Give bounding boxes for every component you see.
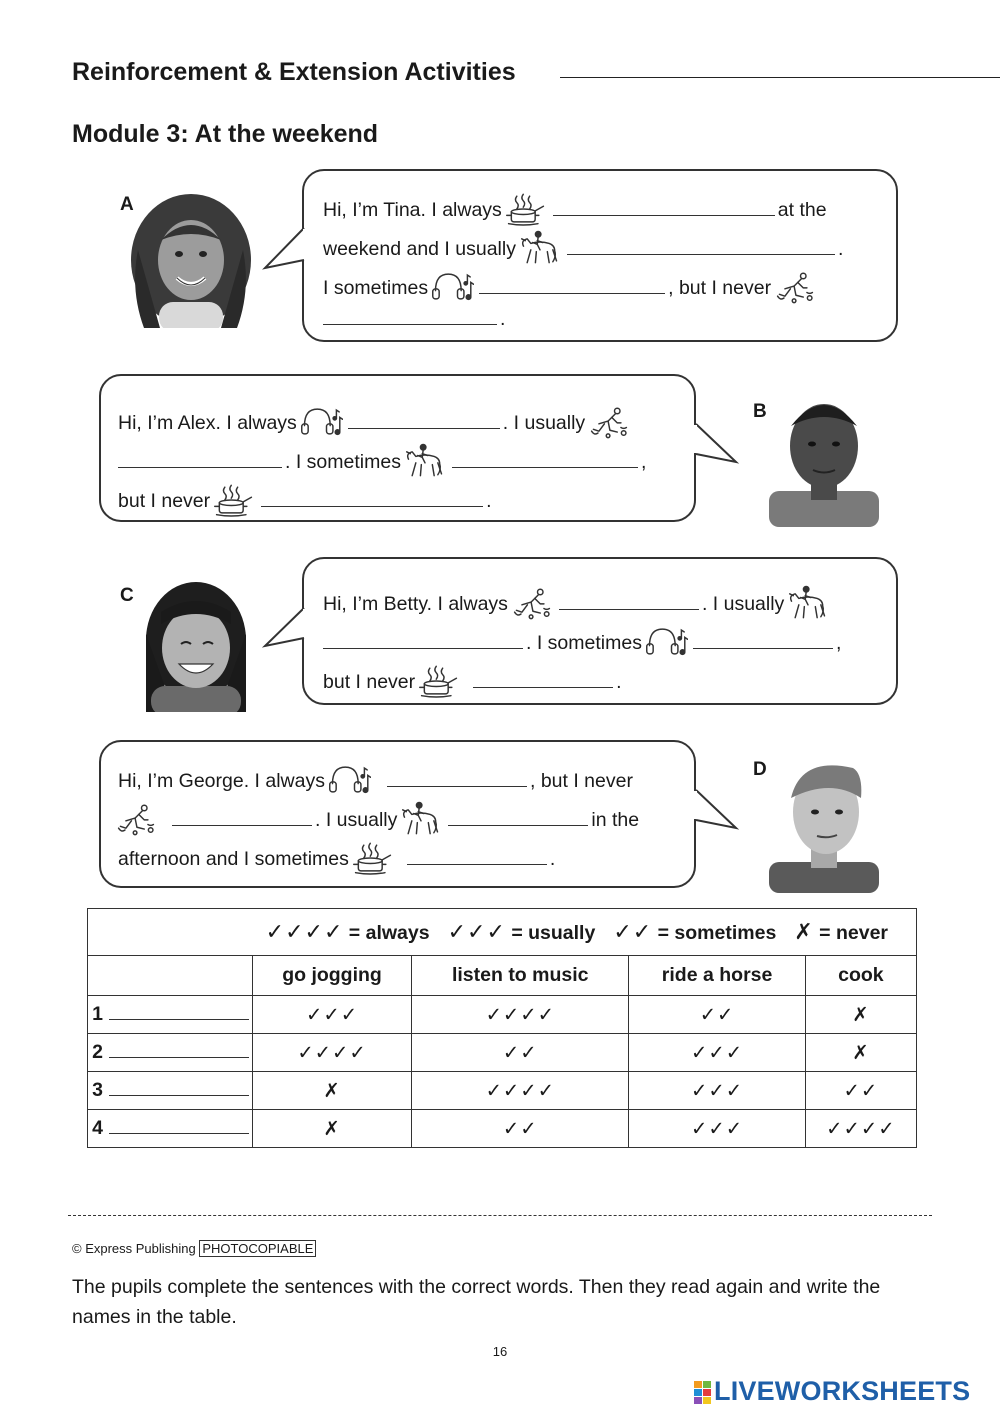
worksheet-title: Reinforcement & Extension Activities (72, 58, 516, 86)
table-cell: ✓✓✓✓ (412, 996, 629, 1034)
bubble-b-text: . I sometimes (285, 451, 401, 473)
bubble-d-text: , but I never (529, 770, 633, 792)
bubble-d-line-3 (118, 839, 555, 877)
horse-riding-icon (403, 442, 447, 480)
answer-blank[interactable] (407, 863, 547, 865)
label-c: C (120, 585, 134, 606)
bubble-c-text: . (616, 671, 622, 693)
bubble-b-line-2 (118, 442, 646, 480)
jogging-icon (587, 403, 631, 441)
legend-row (88, 909, 917, 956)
legend-marks: ✓✓ (613, 919, 653, 944)
table-cell: ✓✓ (412, 1110, 629, 1148)
name-cell[interactable] (88, 996, 253, 1034)
copyright-text: © Express Publishing (72, 1241, 196, 1256)
answer-blank[interactable] (553, 214, 775, 216)
bubble-a-text: Hi, I’m Tina. I always (323, 199, 502, 221)
legend-cell (88, 909, 917, 956)
cooking-pot-icon (212, 481, 256, 519)
page-number: 16 (492, 1344, 508, 1359)
headphones-music-icon (299, 403, 343, 441)
photo-girl-betty (121, 574, 271, 712)
empty-header-cell (88, 956, 253, 996)
bubble-c-line-2 (323, 623, 841, 661)
name-cell[interactable] (88, 1072, 253, 1110)
legend-usually (448, 919, 596, 945)
answer-blank[interactable] (693, 647, 833, 649)
bubble-d-tail (694, 788, 738, 828)
activity-table (87, 908, 917, 1148)
legend-label: = sometimes (657, 922, 777, 944)
bubble-d-text: . I usually (315, 809, 398, 831)
bubble-b-tail (694, 422, 738, 462)
column-header: cook (805, 956, 916, 996)
answer-blank[interactable] (567, 253, 835, 255)
bubble-a-line-1 (323, 190, 827, 228)
bubble-a-text: I sometimes (323, 277, 429, 299)
bubble-b-text: Hi, I’m Alex. I always (118, 412, 297, 434)
brand-name: LIVEWORKSHEETS (714, 1376, 971, 1406)
bubble-c-text: . I sometimes (526, 632, 642, 654)
legend-always (266, 919, 430, 945)
bubble-d-text: in the (591, 809, 640, 831)
table-cell: ✗ (253, 1110, 412, 1148)
bubble-a-text: , but I never (668, 277, 772, 299)
bubble-c-text: , (835, 632, 842, 654)
photo-boy-alex (769, 386, 879, 527)
name-cell[interactable] (88, 1034, 253, 1072)
name-blank[interactable] (109, 1094, 249, 1096)
table-cell: ✓✓✓ (253, 996, 412, 1034)
table-cell: ✓✓ (629, 996, 805, 1034)
bubble-b-line-3 (118, 481, 492, 519)
bubble-a-line-3 (323, 268, 819, 306)
legend-label: = never (819, 922, 888, 944)
table-cell: ✓✓✓✓ (253, 1034, 412, 1072)
jogging-icon (114, 800, 158, 838)
headphones-music-icon (430, 268, 474, 306)
table-cell: ✓✓✓ (629, 1110, 805, 1148)
answer-blank[interactable] (118, 466, 282, 468)
horse-riding-icon (399, 800, 443, 838)
table-cell: ✓✓✓✓ (412, 1072, 629, 1110)
liveworksheets-mark-icon (694, 1379, 712, 1405)
bubble-b-text: , (640, 451, 647, 473)
bubble-d-text: Hi, I’m George. I always (118, 770, 325, 792)
answer-blank[interactable] (479, 292, 665, 294)
legend-marks: ✗ (794, 919, 814, 944)
bubble-c-line-1 (323, 584, 832, 622)
table-cell: ✓✓ (412, 1034, 629, 1072)
table-cell: ✓✓ (805, 1072, 916, 1110)
bubble-b-text: . (486, 490, 492, 512)
copyright-line (72, 1241, 316, 1256)
bubble-d-text: afternoon and I sometimes (118, 848, 349, 870)
row-number: 1 (92, 1003, 103, 1025)
headphones-music-icon (327, 761, 371, 799)
answer-blank[interactable] (448, 824, 588, 826)
name-blank[interactable] (109, 1132, 249, 1134)
photocopiable-badge: PHOTOCOPIABLE (199, 1240, 316, 1257)
table-row (88, 1034, 917, 1072)
table-cell: ✓✓✓ (629, 1072, 805, 1110)
table-cell: ✓✓✓✓ (805, 1110, 916, 1148)
cooking-pot-icon (351, 839, 395, 877)
horse-riding-icon (786, 584, 830, 622)
bubble-b-line-1 (118, 403, 633, 441)
bubble-a-text: at the (777, 199, 827, 221)
horse-riding-icon (518, 229, 562, 267)
bubble-a-line-4 (323, 310, 505, 330)
legend-label: = usually (511, 922, 596, 944)
bubble-a-line-2 (323, 229, 843, 267)
table-row (88, 1110, 917, 1148)
bubble-a-tail (264, 226, 308, 266)
teacher-instructions: The pupils complete the sentences with the correct words. Then they read again and write the names in the table. (72, 1276, 881, 1328)
answer-blank[interactable] (473, 686, 613, 688)
answer-blank[interactable] (387, 785, 527, 787)
module-heading: Module 3: At the weekend (72, 120, 379, 148)
title-rule (560, 77, 1000, 78)
answer-blank[interactable] (559, 608, 699, 610)
bubble-d-line-1 (118, 761, 633, 799)
bubble-a-text: weekend and I usually (323, 238, 516, 260)
column-header-row (88, 956, 917, 996)
answer-blank[interactable] (348, 427, 500, 429)
legend-marks: ✓✓✓ (447, 919, 506, 944)
legend-never (794, 919, 888, 945)
answer-blank[interactable] (323, 323, 497, 325)
bubble-c-text: but I never (323, 671, 416, 693)
photo-boy-george (769, 750, 879, 893)
table-cell: ✗ (805, 996, 916, 1034)
label-d: D (753, 759, 767, 780)
bubble-c-text: . I usually (701, 593, 785, 615)
jogging-icon (773, 268, 817, 306)
row-number: 4 (92, 1117, 103, 1139)
bubble-b-text: . I usually (502, 412, 586, 434)
bubble-c-text: Hi, I’m Betty. I always (323, 593, 508, 615)
cooking-pot-icon (504, 190, 548, 228)
bubble-a-text: . (500, 308, 506, 330)
jogging-icon (510, 584, 554, 622)
legend-sometimes (613, 919, 776, 945)
row-number: 3 (92, 1079, 103, 1101)
column-header: listen to music (412, 956, 629, 996)
name-cell[interactable] (88, 1110, 253, 1148)
answer-blank[interactable] (172, 824, 312, 826)
name-blank[interactable] (109, 1056, 249, 1058)
table-row (88, 996, 917, 1034)
bubble-c-tail (264, 606, 308, 646)
photo-girl-tina (113, 190, 268, 328)
bubble-a-text: . (837, 238, 844, 260)
table-cell: ✗ (253, 1072, 412, 1110)
bubble-c-line-3 (323, 662, 622, 700)
bubble-b-text: but I never (118, 490, 211, 512)
column-header: go jogging (253, 956, 412, 996)
legend-marks: ✓✓✓✓ (265, 919, 344, 944)
liveworksheets-logo[interactable] (694, 1376, 970, 1407)
answer-blank[interactable] (261, 505, 483, 507)
answer-blank[interactable] (452, 466, 638, 468)
label-b: B (753, 401, 767, 422)
label-a: A (120, 194, 134, 215)
table-row (88, 1072, 917, 1110)
table-cell: ✗ (805, 1034, 916, 1072)
bubble-d-text: . (549, 848, 556, 870)
column-header: ride a horse (629, 956, 805, 996)
cut-line (68, 1215, 932, 1216)
headphones-music-icon (644, 623, 688, 661)
legend-label: = always (348, 922, 430, 944)
bubble-d-line-2 (112, 800, 639, 838)
cooking-pot-icon (417, 662, 461, 700)
answer-blank[interactable] (323, 647, 523, 649)
table-cell: ✓✓✓ (629, 1034, 805, 1072)
name-blank[interactable] (109, 1018, 249, 1020)
row-number: 2 (92, 1041, 103, 1063)
